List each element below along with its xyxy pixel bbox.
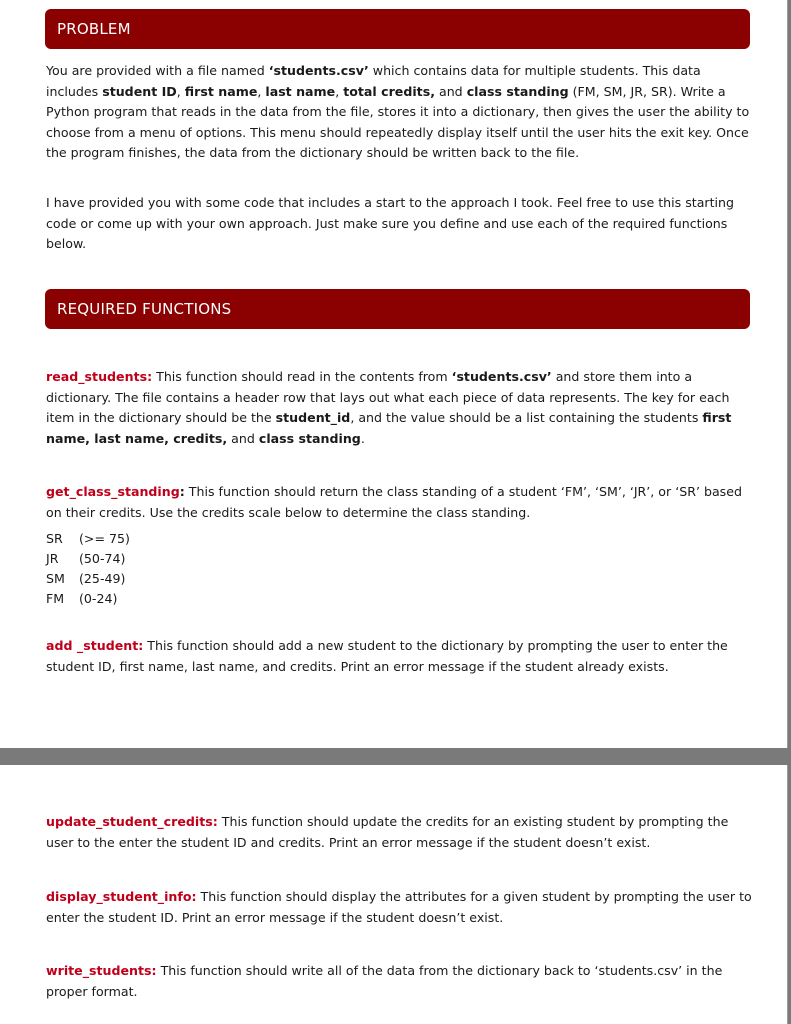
add-student-name: add _student: [46, 638, 144, 653]
document-page-2 [0, 765, 788, 1024]
problem-paragraph: You are provided with a file named ‘students.csv’ which contains data for multiple students. This data includes student ID, first name, last name, total credits, and class standing (FM, SM, JR, SR). Write a Python program that reads in the data from the file, stores it into a dictionary, then gives the user the ability to choose from a menu of options. This menu should repeatedly display itself until the user hits the exit key. Once the program finishes, the data from the dictionary should be written back to the file. [46, 63, 750, 160]
required-functions-heading: REQUIRED FUNCTIONS [57, 300, 232, 318]
scale-row: SR (>= 75) [46, 531, 130, 546]
starter-code-paragraph: I have provided you with some code that includes a start to the approach I took. Feel free to use this starting code or come up with your own approach. Just make sure you define and use each of the required functions below. [46, 195, 735, 251]
update-student-credits-name: update_student_credits: [46, 814, 218, 829]
required-functions-banner [45, 289, 750, 329]
problem-banner [45, 9, 750, 49]
display-student-info-description: display_student_info: This function should display the attributes for a given student by prompting the user to enter the student ID. Print an error message if the student doesn’t exist. [46, 889, 752, 925]
write-students-name: write_students: [46, 963, 157, 978]
scale-row: JR (50-74) [46, 551, 126, 566]
scale-row: SM (25-49) [46, 571, 126, 586]
get-class-standing-description: get_class_standing: This function should return the class standing of a student ‘FM’, ‘SM’, ‘JR’, or ‘SR’ based on their credits. Use the credits scale below to determine the class standing. [46, 484, 742, 520]
display-student-info-name: display_student_info: [46, 889, 197, 904]
write-students-description: write_students: This function should write all of the data from the dictionary back to ‘students.csv’ in the proper format. [46, 963, 723, 999]
get-class-standing-name: get_class_standing [46, 484, 180, 499]
add-student-description: add _student: This function should add a new student to the dictionary by prompting the user to enter the student ID, first name, last name, and credits. Print an error message if the student already exists. [46, 638, 728, 674]
read-students-description: read_students: This function should read in the contents from ‘students.csv’ and store them into a dictionary. The file contains a header row that lays out what each piece of data represents. The key for each item in the dictionary should be the student_id, and the value should be a list containing the students first name, last name, credits, and class standing. [46, 369, 732, 446]
update-student-credits-description: update_student_credits: This function should update the credits for an existing student by prompting the user to the enter the student ID and credits. Print an error message if the student doesn’t exist. [46, 814, 729, 850]
problem-heading: PROBLEM [57, 20, 131, 38]
scale-row: FM (0-24) [46, 591, 118, 606]
read-students-name: read_students: [46, 369, 153, 384]
